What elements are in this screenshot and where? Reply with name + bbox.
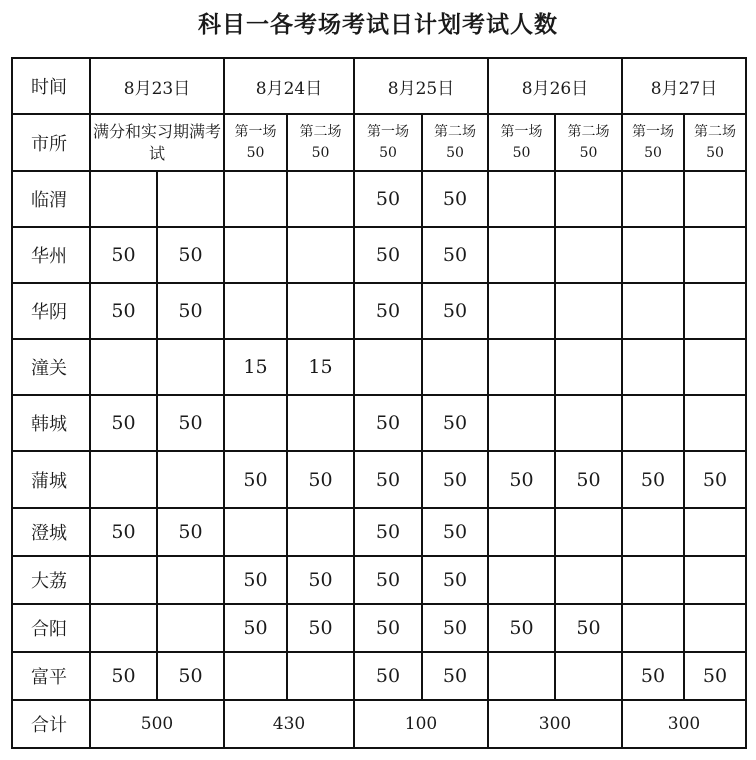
count-cell: 50 bbox=[488, 604, 555, 652]
count-cell bbox=[555, 171, 622, 227]
count-cell bbox=[224, 652, 287, 700]
site-name: 临渭 bbox=[12, 171, 90, 227]
count-cell: 50 bbox=[354, 171, 422, 227]
session-header bbox=[555, 114, 622, 171]
count-cell bbox=[224, 283, 287, 339]
count-cell bbox=[488, 508, 555, 556]
count-cell: 50 bbox=[422, 171, 488, 227]
totals-row bbox=[12, 700, 746, 748]
date-header: 8月25日 bbox=[354, 58, 488, 114]
session-header-row bbox=[12, 114, 746, 171]
count-cell: 50 bbox=[684, 652, 746, 700]
exam-schedule-table bbox=[11, 57, 747, 749]
count-cell bbox=[555, 652, 622, 700]
count-cell bbox=[684, 604, 746, 652]
site-name: 合阳 bbox=[12, 604, 90, 652]
count-cell: 50 bbox=[224, 556, 287, 604]
count-cell bbox=[555, 395, 622, 451]
count-cell bbox=[555, 508, 622, 556]
session-name: 第二场 bbox=[694, 123, 736, 140]
site-name: 大荔 bbox=[12, 556, 90, 604]
count-cell bbox=[422, 339, 488, 395]
count-cell: 50 bbox=[488, 451, 555, 508]
table-row bbox=[12, 171, 746, 227]
date-header: 8月23日 bbox=[90, 58, 224, 114]
count-cell bbox=[488, 227, 555, 283]
table-row bbox=[12, 227, 746, 283]
session-capacity: 50 bbox=[706, 144, 724, 161]
table-row bbox=[12, 395, 746, 451]
date-header-row bbox=[12, 58, 746, 114]
total-cell: 100 bbox=[354, 700, 488, 748]
count-cell bbox=[224, 395, 287, 451]
count-cell: 50 bbox=[287, 451, 354, 508]
count-cell: 50 bbox=[555, 604, 622, 652]
count-cell: 50 bbox=[622, 652, 684, 700]
session-name: 第一场 bbox=[367, 123, 409, 140]
count-cell: 50 bbox=[90, 508, 157, 556]
count-cell bbox=[555, 556, 622, 604]
table-row bbox=[12, 652, 746, 700]
site-label: 市所 bbox=[12, 114, 90, 171]
session-header bbox=[354, 114, 422, 171]
table-row bbox=[12, 451, 746, 508]
count-cell bbox=[488, 652, 555, 700]
session-header bbox=[224, 114, 287, 171]
site-name: 潼关 bbox=[12, 339, 90, 395]
site-name: 韩城 bbox=[12, 395, 90, 451]
count-cell bbox=[90, 171, 157, 227]
count-cell bbox=[90, 556, 157, 604]
session-name: 第二场 bbox=[434, 123, 476, 140]
count-cell bbox=[684, 339, 746, 395]
session-header bbox=[422, 114, 488, 171]
count-cell bbox=[157, 604, 224, 652]
count-cell: 50 bbox=[422, 283, 488, 339]
session-name: 第二场 bbox=[299, 123, 342, 140]
count-cell bbox=[684, 283, 746, 339]
table-row bbox=[12, 508, 746, 556]
site-name: 澄城 bbox=[12, 508, 90, 556]
session-name: 第二场 bbox=[567, 123, 610, 140]
count-cell: 50 bbox=[157, 395, 224, 451]
count-cell bbox=[684, 227, 746, 283]
session-header bbox=[684, 114, 746, 171]
table-row bbox=[12, 283, 746, 339]
count-cell bbox=[555, 283, 622, 339]
table-row bbox=[12, 339, 746, 395]
count-cell bbox=[555, 227, 622, 283]
count-cell bbox=[157, 556, 224, 604]
count-cell: 50 bbox=[622, 451, 684, 508]
count-cell bbox=[224, 171, 287, 227]
date-header: 8月26日 bbox=[488, 58, 622, 114]
count-cell: 50 bbox=[90, 395, 157, 451]
count-cell bbox=[90, 604, 157, 652]
count-cell bbox=[157, 339, 224, 395]
total-cell: 300 bbox=[488, 700, 622, 748]
table-row bbox=[12, 604, 746, 652]
count-cell: 50 bbox=[422, 652, 488, 700]
session-capacity: 50 bbox=[379, 144, 397, 161]
count-cell bbox=[488, 171, 555, 227]
count-cell bbox=[622, 339, 684, 395]
count-cell: 50 bbox=[555, 451, 622, 508]
site-name: 蒲城 bbox=[12, 451, 90, 508]
site-name: 华阴 bbox=[12, 283, 90, 339]
count-cell bbox=[287, 508, 354, 556]
count-cell: 50 bbox=[157, 283, 224, 339]
count-cell: 50 bbox=[422, 227, 488, 283]
count-cell bbox=[157, 451, 224, 508]
count-cell bbox=[684, 508, 746, 556]
count-cell: 50 bbox=[90, 227, 157, 283]
count-cell: 50 bbox=[224, 604, 287, 652]
count-cell: 50 bbox=[422, 604, 488, 652]
count-cell: 50 bbox=[90, 283, 157, 339]
count-cell: 50 bbox=[224, 451, 287, 508]
count-cell: 15 bbox=[287, 339, 354, 395]
count-cell: 50 bbox=[354, 652, 422, 700]
count-cell bbox=[622, 604, 684, 652]
session-header bbox=[287, 114, 354, 171]
count-cell: 50 bbox=[354, 508, 422, 556]
count-cell: 50 bbox=[354, 451, 422, 508]
count-cell bbox=[157, 171, 224, 227]
session-header bbox=[488, 114, 555, 171]
session-name: 第一场 bbox=[234, 123, 277, 140]
session-capacity: 50 bbox=[246, 144, 265, 161]
date-header: 8月27日 bbox=[622, 58, 746, 114]
session-capacity: 50 bbox=[644, 144, 662, 161]
count-cell: 50 bbox=[422, 508, 488, 556]
count-cell: 50 bbox=[422, 556, 488, 604]
count-cell bbox=[287, 171, 354, 227]
count-cell bbox=[622, 283, 684, 339]
count-cell bbox=[622, 395, 684, 451]
count-cell: 50 bbox=[684, 451, 746, 508]
count-cell bbox=[684, 556, 746, 604]
count-cell: 50 bbox=[157, 508, 224, 556]
count-cell bbox=[224, 508, 287, 556]
count-cell: 50 bbox=[354, 283, 422, 339]
table-row bbox=[12, 556, 746, 604]
count-cell bbox=[684, 395, 746, 451]
count-cell bbox=[287, 652, 354, 700]
count-cell bbox=[287, 227, 354, 283]
count-cell bbox=[488, 556, 555, 604]
total-cell: 300 bbox=[622, 700, 746, 748]
count-cell: 50 bbox=[354, 395, 422, 451]
count-cell: 50 bbox=[354, 227, 422, 283]
count-cell: 50 bbox=[287, 556, 354, 604]
count-cell: 50 bbox=[157, 227, 224, 283]
count-cell: 15 bbox=[224, 339, 287, 395]
count-cell bbox=[90, 339, 157, 395]
count-cell bbox=[488, 395, 555, 451]
count-cell bbox=[622, 171, 684, 227]
session-capacity: 50 bbox=[512, 144, 531, 161]
count-cell bbox=[684, 171, 746, 227]
session-name: 第一场 bbox=[632, 123, 674, 140]
session-header bbox=[622, 114, 684, 171]
page-title: 科目一各考场考试日计划考试人数 bbox=[198, 12, 558, 38]
total-cell: 430 bbox=[224, 700, 354, 748]
totals-label: 合计 bbox=[12, 700, 90, 748]
count-cell: 50 bbox=[157, 652, 224, 700]
count-cell: 50 bbox=[422, 395, 488, 451]
count-cell bbox=[90, 451, 157, 508]
date-header: 8月24日 bbox=[224, 58, 354, 114]
count-cell bbox=[488, 283, 555, 339]
count-cell: 50 bbox=[354, 604, 422, 652]
count-cell bbox=[622, 508, 684, 556]
count-cell bbox=[287, 283, 354, 339]
count-cell bbox=[555, 339, 622, 395]
count-cell bbox=[488, 339, 555, 395]
session-capacity: 50 bbox=[311, 144, 330, 161]
count-cell: 50 bbox=[287, 604, 354, 652]
site-name: 富平 bbox=[12, 652, 90, 700]
count-cell: 50 bbox=[422, 451, 488, 508]
time-label: 时间 bbox=[12, 58, 90, 114]
count-cell bbox=[224, 227, 287, 283]
count-cell: 50 bbox=[354, 556, 422, 604]
count-cell bbox=[287, 395, 354, 451]
session-capacity: 50 bbox=[446, 144, 464, 161]
count-cell bbox=[622, 227, 684, 283]
special-session-header: 满分和实习期满考试 bbox=[90, 114, 224, 171]
session-name: 第一场 bbox=[500, 123, 543, 140]
count-cell: 50 bbox=[90, 652, 157, 700]
session-capacity: 50 bbox=[579, 144, 598, 161]
total-cell: 500 bbox=[90, 700, 224, 748]
site-name: 华州 bbox=[12, 227, 90, 283]
count-cell bbox=[622, 556, 684, 604]
count-cell bbox=[354, 339, 422, 395]
